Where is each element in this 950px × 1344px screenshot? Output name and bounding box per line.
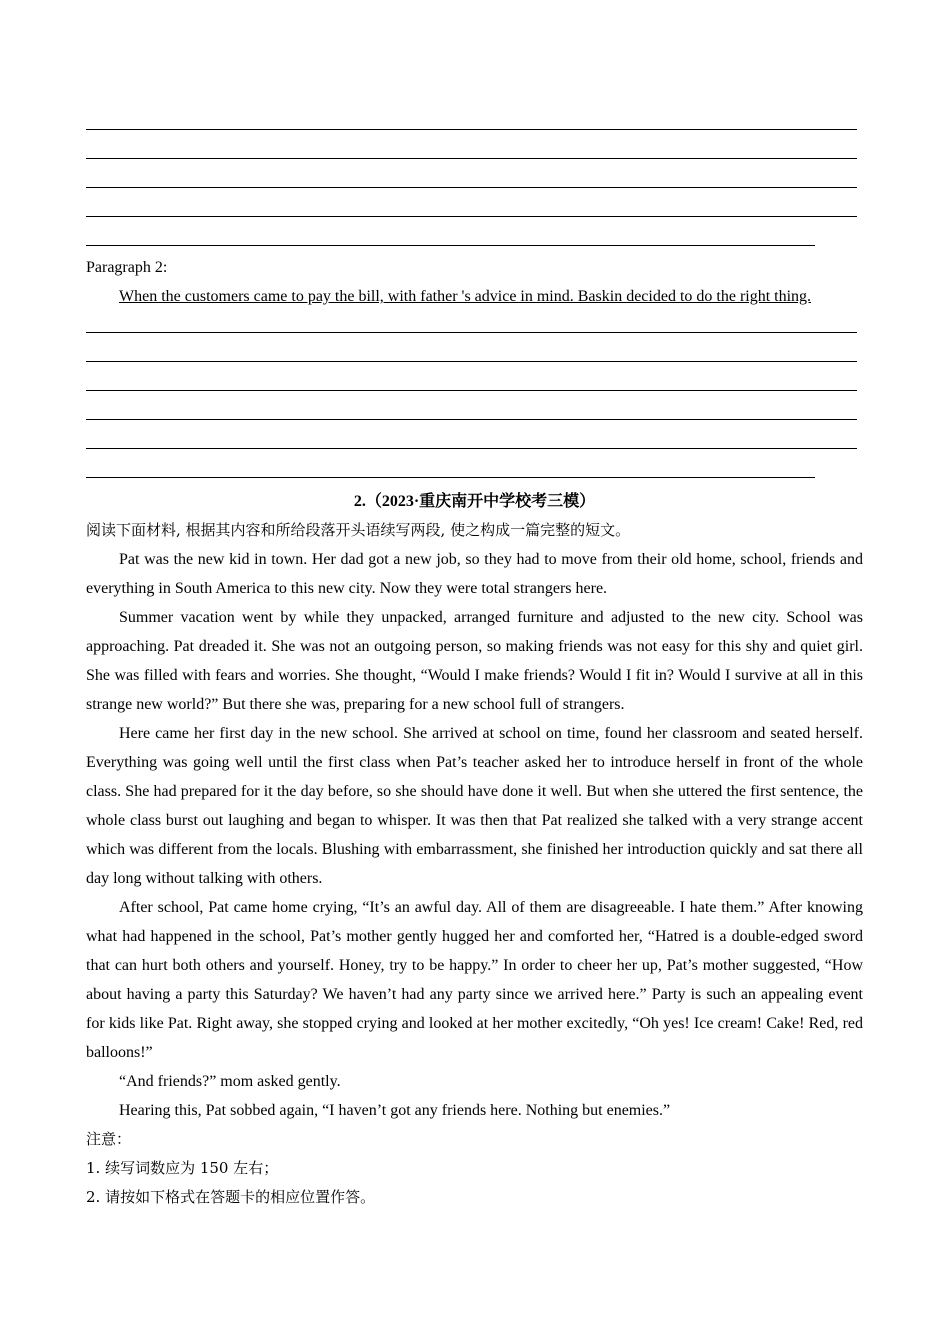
note-item: 1. 续写词数应为 150 左右； [86,1159,279,1177]
answer-line[interactable] [86,158,857,159]
paragraph2-label: Paragraph 2: [86,259,168,276]
answer-line[interactable] [86,245,815,246]
passage-paragraph: After school, Pat came home crying, “It’s an awful day. All of them are disagreeable. I hate them.” After knowing what had happened in the school, Pat’s mother gently hugged her and comforted her, “Hatred is a double-edged sword that can hurt both others and yourself. Honey, try to be happy.” In order to cheer her up, Pat’s mother suggested, “How about having a party this Saturday? We haven’t had any party since we arrived here.” Party is such an appealing event for kids like Pat. Right away, she stopped crying and looked at her mother excitedly, “Oh yes! Ice cream! Cake! Red, red balloons!” [86,899,863,1061]
passage-paragraph: Pat was the new kid in town. Her dad got a new job, so they had to move from their old home, school, friends and everything in South America to this new city. Now they were total strangers here. [86,551,863,597]
answer-line[interactable] [86,448,857,449]
answer-line[interactable] [86,129,857,130]
paragraph2-block [86,253,863,311]
note-item: 2. 请按如下格式在答题卡的相应位置作答。 [86,1188,376,1206]
question-instruction: 阅读下面材料, 根据其内容和所给段落开头语续写两段, 使之构成一篇完整的短文。 [86,521,631,539]
question-title: 2.（2023·重庆南开中学校考三模） [353,493,596,510]
answer-line[interactable] [86,361,857,362]
answer-line[interactable] [86,332,857,333]
answer-line[interactable] [86,477,815,478]
answer-line[interactable] [86,187,857,188]
passage-paragraph: Summer vacation went by while they unpacked, arranged furniture and adjusted to the new city. School was approaching. Pat dreaded it. She was not an outgoing person, so making friends was not easy for this shy and quiet girl. She was filled with fears and worries. She thought, “Would I make friends? Would I fit in? Would I survive at all in this strange new world?” But there she was, preparing for a new school full of strangers. [86,609,863,713]
notes-label: 注意： [86,1130,132,1148]
answer-line[interactable] [86,419,857,420]
passage-paragraph: Hearing this, Pat sobbed again, “I haven’t got any friends here. Nothing but enemies.” [119,1102,671,1119]
question-body [86,516,863,1212]
passage-paragraph: “And friends?” mom asked gently. [119,1073,341,1090]
answer-line[interactable] [86,216,857,217]
answer-line[interactable] [86,390,857,391]
passage-paragraph: Here came her first day in the new school. She arrived at school on time, found her classroom and seated herself. Everything was going well until the first class when Pat’s teacher asked her to introduce herself in front of the whole class. She had prepared for it the day before, so she should have done it well. But when she uttered the first sentence, the whole class burst out laughing and began to whisper. It was then that Pat realized she talked with a very strange accent which was different from the locals. Blushing with embarrassment, she finished her introduction quickly and sat there all day long without talking with others. [86,725,863,887]
paragraph2-opening-sentence: When the customers came to pay the bill, with father 's advice in mind. Baskin decided to do the right thing. [119,288,812,305]
